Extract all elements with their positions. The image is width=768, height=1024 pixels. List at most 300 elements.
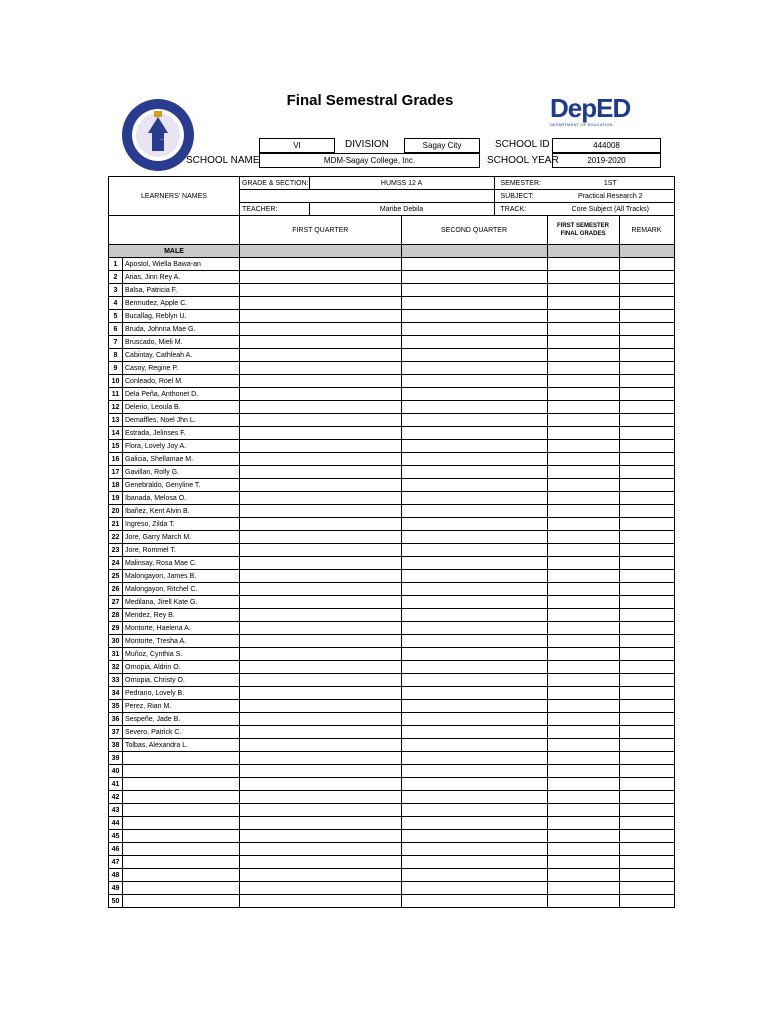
remark-cell[interactable]	[619, 479, 674, 492]
second-quarter-cell[interactable]	[401, 401, 547, 414]
learner-name	[123, 869, 240, 882]
remark-cell[interactable]	[619, 427, 674, 440]
remark-cell[interactable]	[619, 440, 674, 453]
first-quarter-cell[interactable]	[240, 895, 402, 908]
second-quarter-header: SECOND QUARTER	[401, 216, 547, 245]
row-number: 9	[109, 362, 123, 375]
remark-cell[interactable]	[619, 895, 674, 908]
final-grade-cell[interactable]	[547, 843, 619, 856]
first-quarter-cell[interactable]	[240, 583, 402, 596]
remark-cell[interactable]	[619, 752, 674, 765]
remark-cell[interactable]	[619, 362, 674, 375]
final-grade-cell[interactable]	[547, 401, 619, 414]
second-quarter-cell[interactable]	[401, 843, 547, 856]
table-row	[109, 362, 675, 375]
row-number: 21	[109, 518, 123, 531]
second-quarter-cell[interactable]	[401, 895, 547, 908]
final-grade-cell[interactable]	[547, 336, 619, 349]
final-grade-cell[interactable]	[547, 804, 619, 817]
remark-cell[interactable]	[619, 869, 674, 882]
second-quarter-cell[interactable]	[401, 453, 547, 466]
first-quarter-cell[interactable]	[240, 466, 402, 479]
second-quarter-cell[interactable]	[401, 323, 547, 336]
final-grade-cell[interactable]	[547, 388, 619, 401]
second-quarter-cell[interactable]	[401, 505, 547, 518]
learner-name: Malinsay, Rosa Mae C.	[123, 557, 240, 570]
first-quarter-cell[interactable]	[240, 700, 402, 713]
remark-cell[interactable]	[619, 323, 674, 336]
remark-cell[interactable]	[619, 791, 674, 804]
row-number: 49	[109, 882, 123, 895]
learner-name	[123, 765, 240, 778]
first-quarter-cell[interactable]	[240, 349, 402, 362]
row-number: 35	[109, 700, 123, 713]
final-grade-cell[interactable]	[547, 661, 619, 674]
row-number: 16	[109, 453, 123, 466]
remark-cell[interactable]	[619, 739, 674, 752]
row-number: 44	[109, 817, 123, 830]
second-quarter-cell[interactable]	[401, 414, 547, 427]
first-quarter-cell[interactable]	[240, 648, 402, 661]
second-quarter-cell[interactable]	[401, 622, 547, 635]
row-number: 34	[109, 687, 123, 700]
second-quarter-cell[interactable]	[401, 687, 547, 700]
final-grade-cell[interactable]	[547, 531, 619, 544]
first-quarter-cell[interactable]	[240, 505, 402, 518]
first-quarter-cell[interactable]	[240, 544, 402, 557]
second-quarter-cell[interactable]	[401, 518, 547, 531]
row-number: 4	[109, 297, 123, 310]
first-quarter-cell[interactable]	[240, 479, 402, 492]
final-grade-cell[interactable]	[547, 895, 619, 908]
first-quarter-cell[interactable]	[240, 635, 402, 648]
learner-name	[123, 752, 240, 765]
learner-name	[123, 856, 240, 869]
final-grade-cell[interactable]	[547, 362, 619, 375]
first-quarter-cell[interactable]	[240, 427, 402, 440]
row-number: 45	[109, 830, 123, 843]
row-number: 30	[109, 635, 123, 648]
final-grade-cell[interactable]	[547, 700, 619, 713]
second-quarter-cell[interactable]	[401, 284, 547, 297]
first-quarter-cell[interactable]	[240, 323, 402, 336]
second-quarter-cell[interactable]	[401, 466, 547, 479]
second-quarter-cell[interactable]	[401, 479, 547, 492]
first-quarter-cell[interactable]	[240, 531, 402, 544]
first-quarter-cell[interactable]	[240, 492, 402, 505]
final-grade-cell[interactable]	[547, 479, 619, 492]
track-label: TRACK:	[494, 203, 547, 216]
first-quarter-cell[interactable]	[240, 661, 402, 674]
second-quarter-cell[interactable]	[401, 700, 547, 713]
final-grades-header	[547, 216, 619, 245]
final-grade-cell[interactable]	[547, 297, 619, 310]
first-quarter-cell[interactable]	[240, 791, 402, 804]
first-quarter-cell[interactable]	[240, 258, 402, 271]
first-quarter-cell[interactable]	[240, 375, 402, 388]
remark-cell[interactable]	[619, 531, 674, 544]
remark-cell[interactable]	[619, 401, 674, 414]
table-row	[109, 258, 675, 271]
learner-name	[123, 791, 240, 804]
table-row	[109, 583, 675, 596]
second-quarter-cell[interactable]	[401, 648, 547, 661]
remark-cell[interactable]	[619, 622, 674, 635]
row-number: 36	[109, 713, 123, 726]
learner-name: Gavillan, Rolly G.	[123, 466, 240, 479]
row-number: 5	[109, 310, 123, 323]
final-grade-cell[interactable]	[547, 518, 619, 531]
learner-name: Genebraldo, Genyline T.	[123, 479, 240, 492]
row-number: 29	[109, 622, 123, 635]
row-number: 23	[109, 544, 123, 557]
second-quarter-cell[interactable]	[401, 362, 547, 375]
second-quarter-cell[interactable]	[401, 388, 547, 401]
learner-name: Jore, Rommel T.	[123, 544, 240, 557]
second-quarter-cell[interactable]	[401, 752, 547, 765]
first-quarter-cell[interactable]	[240, 518, 402, 531]
final-grade-cell[interactable]	[547, 492, 619, 505]
teacher-label: TEACHER:	[240, 203, 310, 216]
remark-cell[interactable]	[619, 817, 674, 830]
final-grade-cell[interactable]	[547, 557, 619, 570]
final-grade-cell[interactable]	[547, 648, 619, 661]
remark-cell[interactable]	[619, 453, 674, 466]
table-row	[109, 609, 675, 622]
final-grades-line2: FINAL GRADES	[560, 231, 606, 237]
second-quarter-cell[interactable]	[401, 258, 547, 271]
remark-cell[interactable]	[619, 466, 674, 479]
final-grade-cell[interactable]	[547, 544, 619, 557]
table-row	[109, 544, 675, 557]
first-quarter-cell[interactable]	[240, 713, 402, 726]
remark-cell[interactable]	[619, 882, 674, 895]
final-grade-cell[interactable]	[547, 414, 619, 427]
final-grade-cell[interactable]	[547, 271, 619, 284]
final-grade-cell[interactable]	[547, 674, 619, 687]
second-quarter-cell[interactable]	[401, 830, 547, 843]
first-quarter-cell[interactable]	[240, 310, 402, 323]
second-quarter-cell[interactable]	[401, 492, 547, 505]
row-number: 18	[109, 479, 123, 492]
table-row	[109, 713, 675, 726]
second-quarter-cell[interactable]	[401, 726, 547, 739]
table-row	[109, 479, 675, 492]
remark-cell[interactable]	[619, 843, 674, 856]
first-quarter-cell[interactable]	[240, 440, 402, 453]
remark-cell[interactable]	[619, 570, 674, 583]
table-row	[109, 726, 675, 739]
second-quarter-cell[interactable]	[401, 349, 547, 362]
remark-cell[interactable]	[619, 661, 674, 674]
table-row	[109, 674, 675, 687]
final-grade-cell[interactable]	[547, 856, 619, 869]
second-quarter-cell[interactable]	[401, 869, 547, 882]
remark-cell[interactable]	[619, 375, 674, 388]
final-grade-cell[interactable]	[547, 869, 619, 882]
final-grades-line1: FIRST SEMESTER	[557, 223, 610, 229]
final-grade-cell[interactable]	[547, 726, 619, 739]
learner-name: Tolbas, Alexandra L.	[123, 739, 240, 752]
learner-name: Bucallag, Reblyn U.	[123, 310, 240, 323]
learner-name	[123, 843, 240, 856]
second-quarter-cell[interactable]	[401, 713, 547, 726]
remark-cell[interactable]	[619, 544, 674, 557]
second-quarter-cell[interactable]	[401, 674, 547, 687]
semester-value: 1ST	[547, 177, 674, 190]
learner-name: Ornopia, Christy O.	[123, 674, 240, 687]
remark-cell[interactable]	[619, 635, 674, 648]
final-grade-cell[interactable]	[547, 882, 619, 895]
final-grade-cell[interactable]	[547, 427, 619, 440]
final-grade-cell[interactable]	[547, 791, 619, 804]
first-quarter-cell[interactable]	[240, 856, 402, 869]
second-quarter-cell[interactable]	[401, 440, 547, 453]
second-quarter-cell[interactable]	[401, 297, 547, 310]
school-year-label: SCHOOL YEAR	[487, 155, 559, 166]
second-quarter-cell[interactable]	[401, 609, 547, 622]
second-quarter-cell[interactable]	[401, 336, 547, 349]
remark-cell[interactable]	[619, 856, 674, 869]
remark-cell[interactable]	[619, 687, 674, 700]
second-quarter-cell[interactable]	[401, 804, 547, 817]
final-grade-cell[interactable]	[547, 375, 619, 388]
remark-cell[interactable]	[619, 297, 674, 310]
table-row	[109, 570, 675, 583]
row-number: 2	[109, 271, 123, 284]
school-name-label: SCHOOL NAME	[186, 155, 260, 166]
final-grade-cell[interactable]	[547, 622, 619, 635]
remark-cell[interactable]	[619, 271, 674, 284]
grades-table	[108, 176, 675, 908]
remark-cell[interactable]	[619, 310, 674, 323]
first-quarter-cell[interactable]	[240, 778, 402, 791]
learner-name: Arias, Jinn Rey A.	[123, 271, 240, 284]
row-number: 27	[109, 596, 123, 609]
remark-cell[interactable]	[619, 388, 674, 401]
final-grade-cell[interactable]	[547, 596, 619, 609]
learner-name: Demaffles, Noel Jhn L.	[123, 414, 240, 427]
first-quarter-cell[interactable]	[240, 570, 402, 583]
remark-cell[interactable]	[619, 674, 674, 687]
remark-cell[interactable]	[619, 596, 674, 609]
first-quarter-cell[interactable]	[240, 414, 402, 427]
first-quarter-cell[interactable]	[240, 336, 402, 349]
row-number: 6	[109, 323, 123, 336]
remark-cell[interactable]	[619, 505, 674, 518]
table-row	[109, 622, 675, 635]
final-grade-cell[interactable]	[547, 635, 619, 648]
first-quarter-cell[interactable]	[240, 726, 402, 739]
deped-logo-text: DepED	[550, 93, 631, 123]
first-quarter-cell[interactable]	[240, 752, 402, 765]
final-grade-cell[interactable]	[547, 739, 619, 752]
remark-cell[interactable]	[619, 258, 674, 271]
second-quarter-cell[interactable]	[401, 856, 547, 869]
final-grade-cell[interactable]	[547, 284, 619, 297]
final-grade-cell[interactable]	[547, 570, 619, 583]
track-value: Core Subject (All Tracks)	[547, 203, 674, 216]
row-number: 32	[109, 661, 123, 674]
second-quarter-cell[interactable]	[401, 817, 547, 830]
table-row	[109, 492, 675, 505]
remark-cell[interactable]	[619, 284, 674, 297]
remark-cell[interactable]	[619, 804, 674, 817]
remark-cell[interactable]	[619, 700, 674, 713]
row-number: 37	[109, 726, 123, 739]
first-quarter-cell[interactable]	[240, 271, 402, 284]
table-row	[109, 804, 675, 817]
final-grade-cell[interactable]	[547, 817, 619, 830]
remark-cell[interactable]	[619, 778, 674, 791]
table-row	[109, 661, 675, 674]
first-quarter-cell[interactable]	[240, 622, 402, 635]
learner-name: Ibanada, Melosa O.	[123, 492, 240, 505]
learner-name: Perez, Rian M.	[123, 700, 240, 713]
second-quarter-cell[interactable]	[401, 310, 547, 323]
final-grade-cell[interactable]	[547, 687, 619, 700]
first-quarter-cell[interactable]	[240, 609, 402, 622]
row-number: 26	[109, 583, 123, 596]
final-grade-cell[interactable]	[547, 830, 619, 843]
first-quarter-cell[interactable]	[240, 674, 402, 687]
second-quarter-cell[interactable]	[401, 596, 547, 609]
remark-cell[interactable]	[619, 609, 674, 622]
second-quarter-cell[interactable]	[401, 635, 547, 648]
second-quarter-cell[interactable]	[401, 583, 547, 596]
school-id-value: 444008	[552, 138, 661, 153]
row-number: 13	[109, 414, 123, 427]
final-grade-cell[interactable]	[547, 713, 619, 726]
table-row	[109, 635, 675, 648]
row-number: 48	[109, 869, 123, 882]
remark-cell[interactable]	[619, 583, 674, 596]
learner-name: Bruda, Johnna Mae G.	[123, 323, 240, 336]
second-quarter-cell[interactable]	[401, 375, 547, 388]
learner-name	[123, 817, 240, 830]
second-quarter-cell[interactable]	[401, 427, 547, 440]
learners-names-header: LEARNERS' NAMES	[109, 177, 240, 216]
second-quarter-cell[interactable]	[401, 739, 547, 752]
first-quarter-cell[interactable]	[240, 882, 402, 895]
table-row	[109, 336, 675, 349]
teacher-value: Maribe Debila	[309, 203, 494, 216]
deped-logo-subtext: DEPARTMENT OF EDUCATION	[550, 122, 613, 127]
first-quarter-cell[interactable]	[240, 453, 402, 466]
remark-cell[interactable]	[619, 336, 674, 349]
row-number: 38	[109, 739, 123, 752]
remark-cell[interactable]	[619, 492, 674, 505]
remark-cell[interactable]	[619, 648, 674, 661]
first-quarter-cell[interactable]	[240, 817, 402, 830]
first-quarter-cell[interactable]	[240, 830, 402, 843]
remark-cell[interactable]	[619, 726, 674, 739]
second-quarter-cell[interactable]	[401, 557, 547, 570]
final-grade-cell[interactable]	[547, 323, 619, 336]
first-quarter-cell[interactable]	[240, 557, 402, 570]
second-quarter-cell[interactable]	[401, 570, 547, 583]
final-grade-cell[interactable]	[547, 752, 619, 765]
school-year-value: 2019-2020	[552, 153, 661, 168]
first-quarter-cell[interactable]	[240, 297, 402, 310]
school-id-label: SCHOOL ID	[495, 139, 550, 150]
final-grade-cell[interactable]	[547, 349, 619, 362]
row-number: 43	[109, 804, 123, 817]
first-quarter-cell[interactable]	[240, 596, 402, 609]
learner-name: Montorte, Tresha A.	[123, 635, 240, 648]
table-row	[109, 323, 675, 336]
first-quarter-cell[interactable]	[240, 284, 402, 297]
second-quarter-cell[interactable]	[401, 271, 547, 284]
final-grade-cell[interactable]	[547, 453, 619, 466]
final-grade-cell[interactable]	[547, 440, 619, 453]
remark-cell[interactable]	[619, 830, 674, 843]
final-grade-cell[interactable]	[547, 258, 619, 271]
second-quarter-cell[interactable]	[401, 531, 547, 544]
row-number: 14	[109, 427, 123, 440]
first-quarter-cell[interactable]	[240, 362, 402, 375]
learner-name: Bermudez, Apple C.	[123, 297, 240, 310]
first-quarter-cell[interactable]	[240, 388, 402, 401]
learner-name: Severo, Patrick C.	[123, 726, 240, 739]
first-quarter-cell[interactable]	[240, 804, 402, 817]
first-quarter-cell[interactable]	[240, 765, 402, 778]
final-grade-cell[interactable]	[547, 505, 619, 518]
final-grade-cell[interactable]	[547, 778, 619, 791]
row-number: 12	[109, 401, 123, 414]
second-quarter-cell[interactable]	[401, 661, 547, 674]
second-quarter-cell[interactable]	[401, 544, 547, 557]
first-quarter-cell[interactable]	[240, 739, 402, 752]
table-row	[109, 856, 675, 869]
table-row	[109, 401, 675, 414]
table-row	[109, 882, 675, 895]
second-quarter-cell[interactable]	[401, 778, 547, 791]
row-number: 28	[109, 609, 123, 622]
division-value: Sagay City	[404, 138, 480, 153]
final-grade-cell[interactable]	[547, 583, 619, 596]
table-row	[109, 440, 675, 453]
table-row	[109, 349, 675, 362]
learner-name: Sespeñe, Jade B.	[123, 713, 240, 726]
remark-cell[interactable]	[619, 765, 674, 778]
learner-name: Muñoz, Cynthia S.	[123, 648, 240, 661]
final-grade-cell[interactable]	[547, 765, 619, 778]
row-number: 3	[109, 284, 123, 297]
remark-cell[interactable]	[619, 713, 674, 726]
region-label: REGION	[160, 140, 164, 141]
second-quarter-cell[interactable]	[401, 882, 547, 895]
remark-cell[interactable]	[619, 557, 674, 570]
final-grade-cell[interactable]	[547, 609, 619, 622]
remark-cell[interactable]	[619, 349, 674, 362]
remark-cell[interactable]	[619, 518, 674, 531]
row-number: 8	[109, 349, 123, 362]
first-quarter-cell[interactable]	[240, 401, 402, 414]
second-quarter-cell[interactable]	[401, 791, 547, 804]
final-grade-cell[interactable]	[547, 466, 619, 479]
final-grade-cell[interactable]	[547, 310, 619, 323]
row-number: 17	[109, 466, 123, 479]
first-quarter-cell[interactable]	[240, 687, 402, 700]
learner-name	[123, 882, 240, 895]
second-quarter-cell[interactable]	[401, 765, 547, 778]
row-number: 40	[109, 765, 123, 778]
first-quarter-cell[interactable]	[240, 843, 402, 856]
learner-name: Delerio, Leoula B.	[123, 401, 240, 414]
first-quarter-cell[interactable]	[240, 869, 402, 882]
remark-cell[interactable]	[619, 414, 674, 427]
